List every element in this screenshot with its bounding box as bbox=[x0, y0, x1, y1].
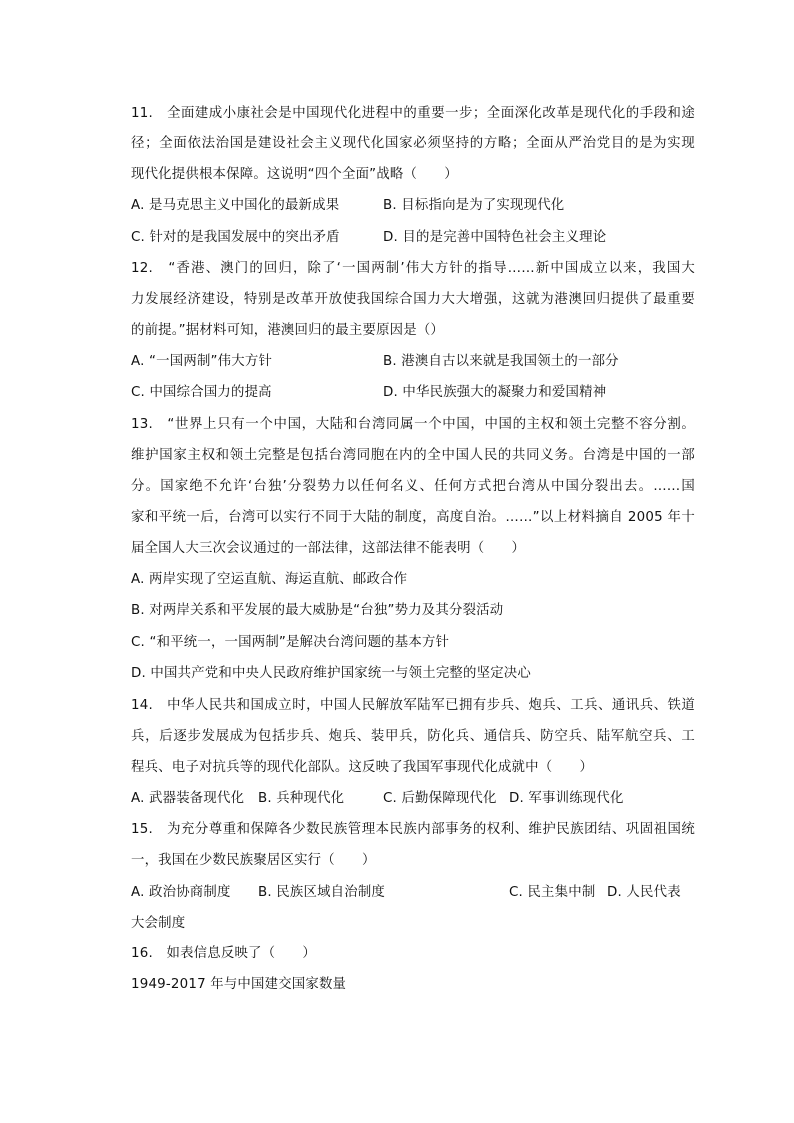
q12-option-b: B. 港澳自古以来就是我国领土的一部分 bbox=[383, 354, 619, 369]
q14-option-b: B. 兵种现代化 bbox=[258, 791, 345, 806]
q14-stem-line-1: 14. 中华人民共和国成立时，中国人民解放军陆军已拥有步兵、炮兵、工兵、通讯兵、铁道 bbox=[131, 698, 695, 713]
q14-option-a: A. 武器装备现代化 bbox=[131, 791, 245, 806]
q11-stem-line-1: 11. 全面建成小康社会是中国现代化进程中的重要一步；全面深化改革是现代化的手段和途 bbox=[131, 106, 695, 121]
q12-option-d: D. 中华民族强大的凝聚力和爱国精神 bbox=[383, 385, 607, 400]
q13-stem-line-5: 届全国人大三次会议通过的一部法律，这部法律不能表明（ ） bbox=[131, 541, 526, 556]
q14-stem-line-2: 兵，后逐步发展成为包括步兵、炮兵、装甲兵，防化兵、通信兵、防空兵、陆军航空兵、工 bbox=[131, 729, 695, 744]
q14-option-c: C. 后勤保障现代化 bbox=[383, 791, 497, 806]
q15-option-d: D. 人民代表 bbox=[607, 885, 681, 900]
q13-option-d: D. 中国共产党和中央人民政府维护国家统一与领土完整的坚定决心 bbox=[131, 666, 531, 681]
q16-stem-line: 16. 如表信息反映了（ ） bbox=[131, 946, 316, 961]
q11-option-d: D. 目的是完善中国特色社会主义理论 bbox=[383, 230, 607, 245]
q16-table-caption: 1949-2017 年与中国建交国家数量 bbox=[131, 977, 347, 992]
q11-stem-line-3: 现代化提供根本保障。这说明“四个全面”战略（ ） bbox=[131, 167, 458, 182]
q15-option-d-continuation: 大会制度 bbox=[131, 916, 186, 931]
q12-stem-line-1: 12. “香港、澳门的回归，除了‘一国两制’伟大方针的指导……新中国成立以来，我国大 bbox=[131, 261, 695, 276]
q13-stem-line-1: 13. “世界上只有一个中国，大陆和台湾同属一个中国，中国的主权和领土完整不容分割。 bbox=[131, 417, 695, 432]
q13-stem-line-3: 分。国家绝不允许‘台独’分裂势力以任何名义、任何方式把台湾从中国分裂出去。……国 bbox=[131, 479, 695, 494]
q14-option-d: D. 军事训练现代化 bbox=[509, 791, 624, 806]
q13-stem-line-2: 维护国家主权和领土完整是包括台湾同胞在内的全中国人民的共同义务。台湾是中国的一部 bbox=[131, 448, 695, 463]
q11-option-c: C. 针对的是我国发展中的突出矛盾 bbox=[131, 230, 340, 245]
q15-option-c: C. 民主集中制 bbox=[509, 885, 596, 900]
q12-stem-line-3: 的前提。”据材料可知，港澳回归的最主要原因是（） bbox=[131, 323, 445, 338]
q12-stem-line-2: 力发展经济建设，特别是改革开放使我国综合国力大大增强，这就为港澳回归提供了最重要 bbox=[131, 292, 695, 307]
q12-option-c: C. 中国综合国力的提高 bbox=[131, 385, 272, 400]
q15-stem-line-2: 一，我国在少数民族聚居区实行（ ） bbox=[131, 853, 376, 868]
q13-option-c: C. “和平统一，一国两制”是解决台湾问题的基本方针 bbox=[131, 635, 450, 650]
q11-option-a: A. 是马克思主义中国化的最新成果 bbox=[131, 198, 340, 213]
q15-option-b: B. 民族区域自治制度 bbox=[258, 885, 386, 900]
q13-stem-line-4: 家和平统一后，台湾可以实行不同于大陆的制度，高度自治。……”以上材料摘自 2005 年十 bbox=[131, 510, 695, 525]
q11-option-b: B. 目标指向是为了实现现代化 bbox=[383, 198, 565, 213]
q13-option-a: A. 两岸实现了空运直航、海运直航、邮政合作 bbox=[131, 572, 408, 587]
q12-option-a: A. “一国两制”伟大方针 bbox=[131, 354, 273, 369]
q11-stem-line-2: 径；全面依法治国是建设社会主义现代化国家必须坚持的方略；全面从严治党目的是为实现 bbox=[131, 136, 695, 151]
q13-option-b: B. 对两岸关系和平发展的最大威胁是“台独”势力及其分裂活动 bbox=[131, 603, 504, 618]
q15-stem-line-1: 15. 为充分尊重和保障各少数民族管理本民族内部事务的权利、维护民族团结、巩固祖国统 bbox=[131, 822, 695, 837]
q14-stem-line-3: 程兵、电子对抗兵等的现代化部队。这反映了我国军事现代化成就中（ ） bbox=[131, 760, 594, 775]
q15-option-a: A. 政治协商制度 bbox=[131, 885, 231, 900]
